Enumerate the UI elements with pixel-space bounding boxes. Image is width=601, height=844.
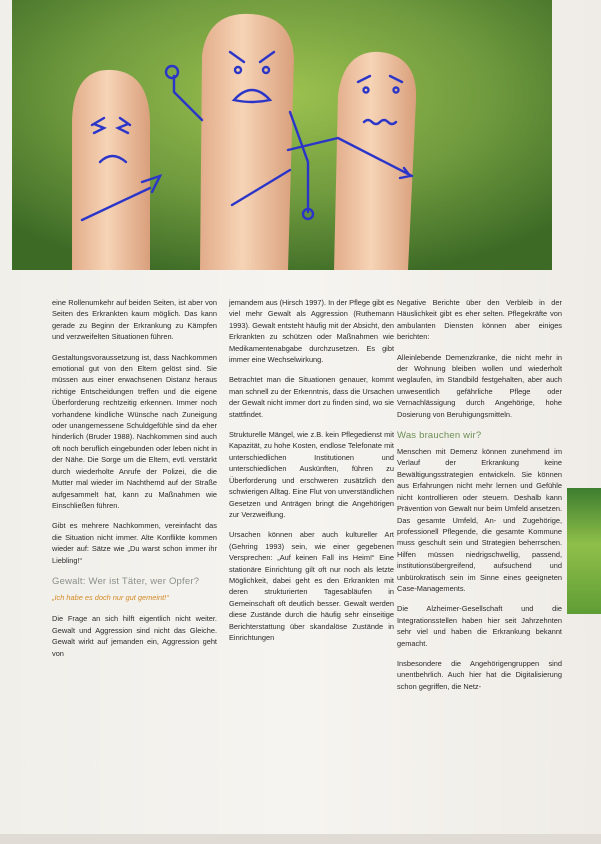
col3-paragraph-3: Menschen mit Demenz können zunehmend im Verlauf der Erkrankung keine Bewältigungsstrategien entwickeln. Sie können aus Erfahrungen nicht mehr lernen und Gefühle nicht kontrollieren oder steuern. Deshalb kann Prävention von Gewalt nur beim Umfeld ansetzen. Das gesamte Umfeld, An- und Zugehörige, professionell Pflegende, die gesamte Kommune muss geschult sein und Strategien beherrschen. Hilfen müssen niedrigschwellig, passend, institutionsübergreifend, aufsuchend und unbürokratisch sein im Sinne eines geeigneten Case-Managements.: [397, 447, 562, 593]
finger-left: [72, 70, 150, 270]
pull-quote: „Ich habe es doch nur gut gemeint!“: [52, 592, 169, 602]
col3-paragraph-5: Insbesondere die Angehörigengruppen sind unentbehrlich. Auch hier hat die Digitalisierung schon gegriffen, die Netz-: [397, 658, 562, 691]
page-bottom-edge: [0, 834, 601, 844]
col2-paragraph-3: Strukturelle Mängel, wie z.B. kein Pflegedienst mit Kapazität, zu hohe Kosten, endlose Telefonate mit unterschiedlichen Institutionen und unterschiedlichen Auskünften, führen zu Überforderung und erschweren zusätzlich den schwierigen Alltag. Eine Flut von unverständlichen Gesetzen und Anträgen bringt die Angehörigen zur Verzweiflung.: [229, 430, 394, 519]
column-2: [229, 297, 394, 652]
column-1: [52, 297, 217, 668]
section-heading-needs: Was brauchen wir?: [397, 430, 482, 442]
section-heading-violence: Gewalt: Wer ist Täter, wer Opfer?: [52, 575, 200, 587]
col2-paragraph-2: Betrachtet man die Situationen genauer, kommt man schnell zu der Erkenntnis, dass die Ursachen der Gewalt nicht immer dort zu finden sind, wo sie stattfindet.: [229, 375, 394, 419]
column-3: [397, 297, 562, 701]
finger-middle: [200, 14, 294, 270]
finger-right: [334, 52, 416, 270]
col3-paragraph-4: Die Alzheimer-Gesellschaft und die Integrationsstellen haben hier seit Jahrzehnten sehr viel und haben die Erkrankung bekannt gemacht.: [397, 604, 562, 648]
finger-faces-photo: [12, 0, 552, 270]
side-tab-marker: [567, 488, 601, 614]
col1-paragraph-1: eine Rollenumkehr auf beiden Seiten, ist aber von Seiten des Erkrankten kaum möglich. Das kann gerade zu Beginn der Erkrankung zu Kämpfen und verzweifelten Situationen führen.: [52, 298, 217, 342]
finger-faces-image: [12, 0, 552, 270]
col2-paragraph-1: jemandem aus (Hirsch 1997). In der Pflege gibt es viel mehr Gewalt als Aggression (Ruthemann 1993). Gewalt entsteht häufig mit der Absicht, den Erkrankten zu schützen oder Maßnahmen wie Medikamentenabgabe durchzusetzen. Es gibt immer eine Wechselwirkung.: [229, 298, 394, 365]
col2-paragraph-4: Ursachen können aber auch kultureller Art (Gehring 1993) sein, wie einer gegebenen Versprechen: „Auf keinen Fall ins Heim!“ Eine stationäre Einrichtung gilt oft nur noch als letzte Möglichkeit, dabei geht es den Erkrankten mit deren strukturierten Tagesabläufen in Gemeinschaft oft deutlich besser. Gewalt werden diese Zustände durch die häufig sehr einseitige Berichterstattung über skandalöse Zustände in Einrichtungen: [229, 530, 394, 642]
col1-paragraph-4: Die Frage an sich hilft eigentlich nicht weiter. Gewalt und Aggression sind nicht das Gleiche. Gewalt wirkt auf jemanden ein, Aggression geht von: [52, 614, 217, 658]
col3-paragraph-1: Negative Berichte über den Verbleib in der Häuslichkeit gibt es eher selten. Pflegekräfte von ambulanten Diensten können aber einiges berichten:: [397, 298, 562, 342]
col3-paragraph-2: Alleinlebende Demenzkranke, die nicht mehr in der Wohnung bleiben wollen und wiederholt weglaufen, im Standbild festgehalten, aber auch unwesentlich gefährliche Pflege oder Vernachlässigung durch Angehörige, hohe Dosierung von Beruhigungsmitteln.: [397, 352, 562, 419]
col1-paragraph-3: Gibt es mehrere Nachkommen, vereinfacht das die Situation nicht immer. Alte Konflikte kommen wieder auf: Sätze wie „Du warst schon immer ihr Liebling!“: [52, 521, 217, 565]
col1-paragraph-2: Gestaltungsvoraussetzung ist, dass Nachkommen emotional gut von den Eltern gelöst sind. Sie müssen aus einer erwachsenen Distanz heraus richtige Entscheidungen treffen und die eigene Überforderung rechtzeitig erkennen. Immer noch vorhandene kindliche Wünsche nach Zuneigung oder unangemessene Schuldgefühle sind da eher hinderlich (Bruder 1988). Nachkommen sind auch oft noch beruflich eingebunden oder leben nicht in der Nähe. Die Sorge um die Eltern, evtl. verstärkt durch wiederholte Anrufe der Polizei, die die Mutter mal wieder im Nachthemd auf der Straße aufgesammelt hat, kann zu Maßnahmen wie Einschließen führen.: [52, 352, 217, 510]
